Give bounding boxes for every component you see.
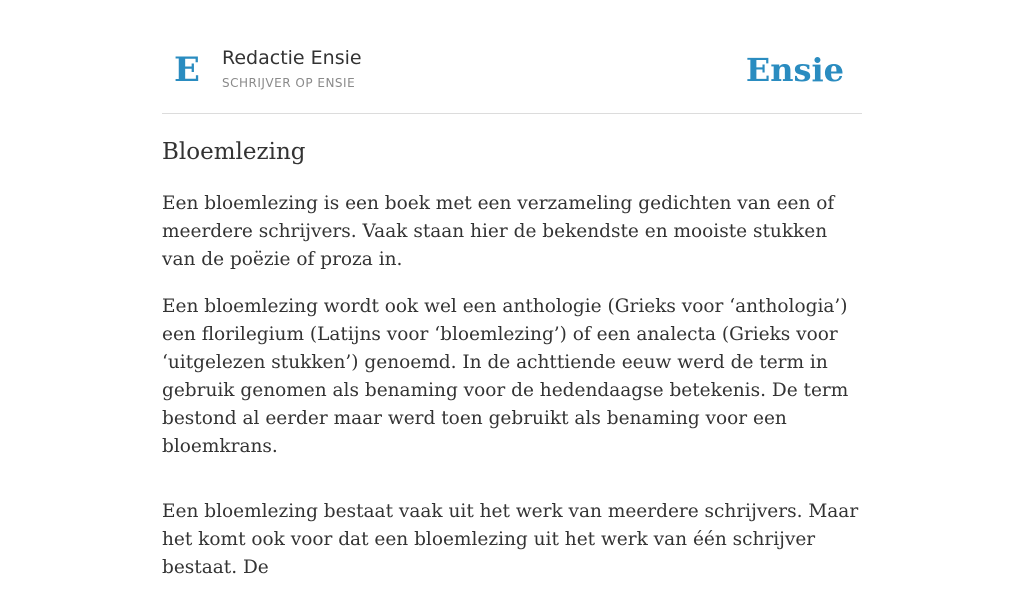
author-avatar[interactable]: E [174, 50, 200, 90]
article-title: Bloemlezing [162, 139, 306, 165]
paragraph: Een bloemlezing wordt ook wel een anthologie (Grieks voor ‘anthologia’) een florilegium (Latijns voor ‘bloemlezing’) of een analecta (Grieks voor ‘uitgelezen stukken’) genoemd. In de achttiende eeuw werd de term in gebruik genomen als benaming voor de hedendaagse betekenis. De term bestond al eerder maar werd toen gebruikt als benaming voor een bloemkrans. [162, 296, 849, 457]
article-header [162, 0, 862, 114]
article-body [162, 190, 862, 601]
author-role: SCHRIJVER OP ENSIE [222, 76, 356, 90]
paragraph: Een bloemlezing bestaat vaak uit het werk van meerdere schrijvers. Maar het komt ook voor dat een bloemlezing uit het werk van één schrijver bestaat. De [162, 501, 859, 578]
paragraph: Een bloemlezing is een boek met een verzameling gedichten van een of meerdere schrijvers. Vaak staan hier de bekendste en mooiste stukken van de poëzie of proza in. [162, 193, 835, 270]
author-name[interactable]: Redactie Ensie [222, 47, 362, 69]
article-container [162, 0, 862, 578]
brand-logo[interactable]: Ensie [745, 51, 844, 89]
